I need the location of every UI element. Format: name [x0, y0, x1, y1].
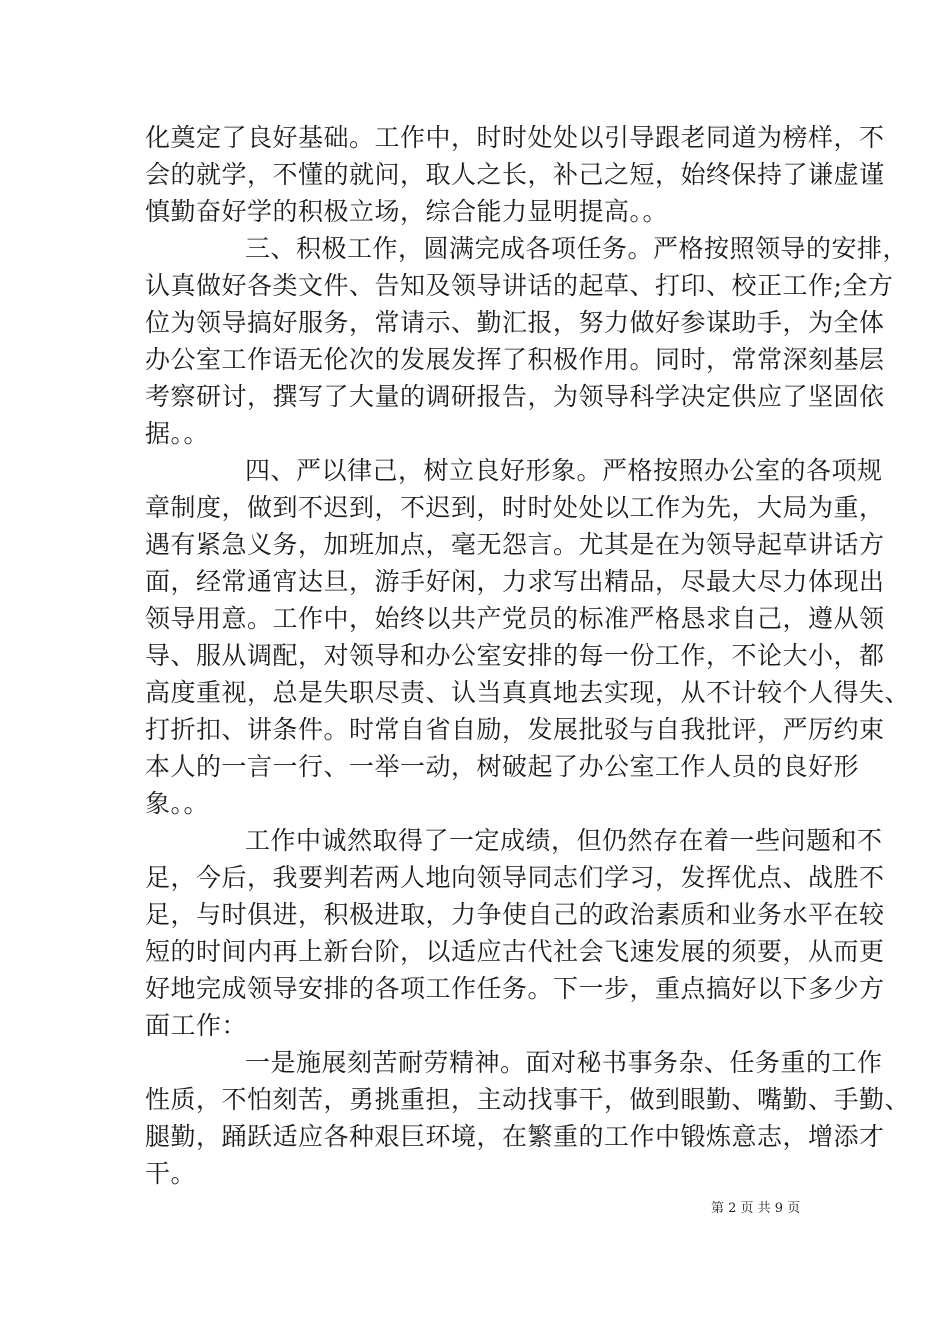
text-line: 领导用意。工作中，始终以共产党员的标准严格恳求自己，遵从领	[145, 604, 885, 633]
page-number-footer: 第 2 页 共 9 页	[711, 1201, 801, 1216]
text-line: 章制度，做到不迟到，不迟到，时时处处以工作为先，大局为重，	[145, 493, 885, 522]
text-line: 慎勤奋好学的积极立场，综合能力显明提高。。	[145, 197, 669, 226]
text-line: 导、服从调配，对领导和办公室安排的每一份工作，不论大小，都	[145, 641, 885, 670]
text-line: 短的时间内再上新台阶，以适应古代社会飞速发展的须要，从而更	[145, 937, 885, 966]
text-line: 面工作：	[145, 1011, 248, 1040]
text-line: 据。。	[145, 419, 210, 448]
paragraph-start-line: 工作中诚然取得了一定成绩，但仍然存在着一些问题和不	[245, 826, 883, 855]
text-line: 位为领导搞好服务，常请示、勤汇报，努力做好参谋助手，为全体	[145, 308, 885, 337]
text-line: 考察研讨，撰写了大量的调研报告，为领导科学决定供应了坚固依	[145, 382, 885, 411]
text-line: 化奠定了良好基础。工作中，时时处处以引导跟老同道为榜样，不	[145, 123, 885, 152]
text-line: 打折扣、讲条件。时常自省自励，发展批驳与自我批评，严厉约束	[145, 715, 885, 744]
text-line: 认真做好各类文件、告知及领导讲话的起草、打印、校正工作;全方	[145, 271, 894, 300]
text-line: 腿勤，踊跃适应各种艰巨环境，在繁重的工作中锻炼意志，增添才	[145, 1122, 885, 1151]
text-line: 遇有紧急义务，加班加点，毫无怨言。尤其是在为领导起草讲话方	[145, 530, 885, 559]
text-line: 面，经常通宵达旦，游手好闲，力求写出精品，尽最大尽力体现出	[145, 567, 885, 596]
text-line: 足，今后，我要判若两人地向领导同志们学习，发挥优点、战胜不	[145, 863, 885, 892]
text-line: 足，与时俱进，积极进取，力争使自己的政治素质和业务水平在较	[145, 900, 885, 929]
text-line: 象。。	[145, 789, 210, 818]
text-line: 高度重视，总是失职尽责、认当真真地去实现，从不计较个人得失、	[145, 678, 911, 707]
text-line: 办公室工作语无伦次的发展发挥了积极作用。同时，常常深刻基层	[145, 345, 885, 374]
text-line: 本人的一言一行、一举一动，树破起了办公室工作人员的良好形	[145, 752, 860, 781]
text-line: 干。	[145, 1159, 197, 1188]
text-line: 好地完成领导安排的各项工作任务。下一步，重点搞好以下多少方	[145, 974, 885, 1003]
text-line: 会的就学，不懂的就问，取人之长，补己之短，始终保持了谦虚谨	[145, 160, 885, 189]
paragraph-start-line: 一是施展刻苦耐劳精神。面对秘书事务杂、任务重的工作	[245, 1048, 883, 1077]
paragraph-start-line: 四、严以律己，树立良好形象。严格按照办公室的各项规	[245, 456, 883, 485]
paragraph-start-line: 三、积极工作，圆满完成各项任务。严格按照领导的安排，	[245, 234, 909, 263]
text-line: 性质，不怕刻苦，勇挑重担，主动找事干，做到眼勤、嘴勤、手勤、	[145, 1085, 911, 1114]
